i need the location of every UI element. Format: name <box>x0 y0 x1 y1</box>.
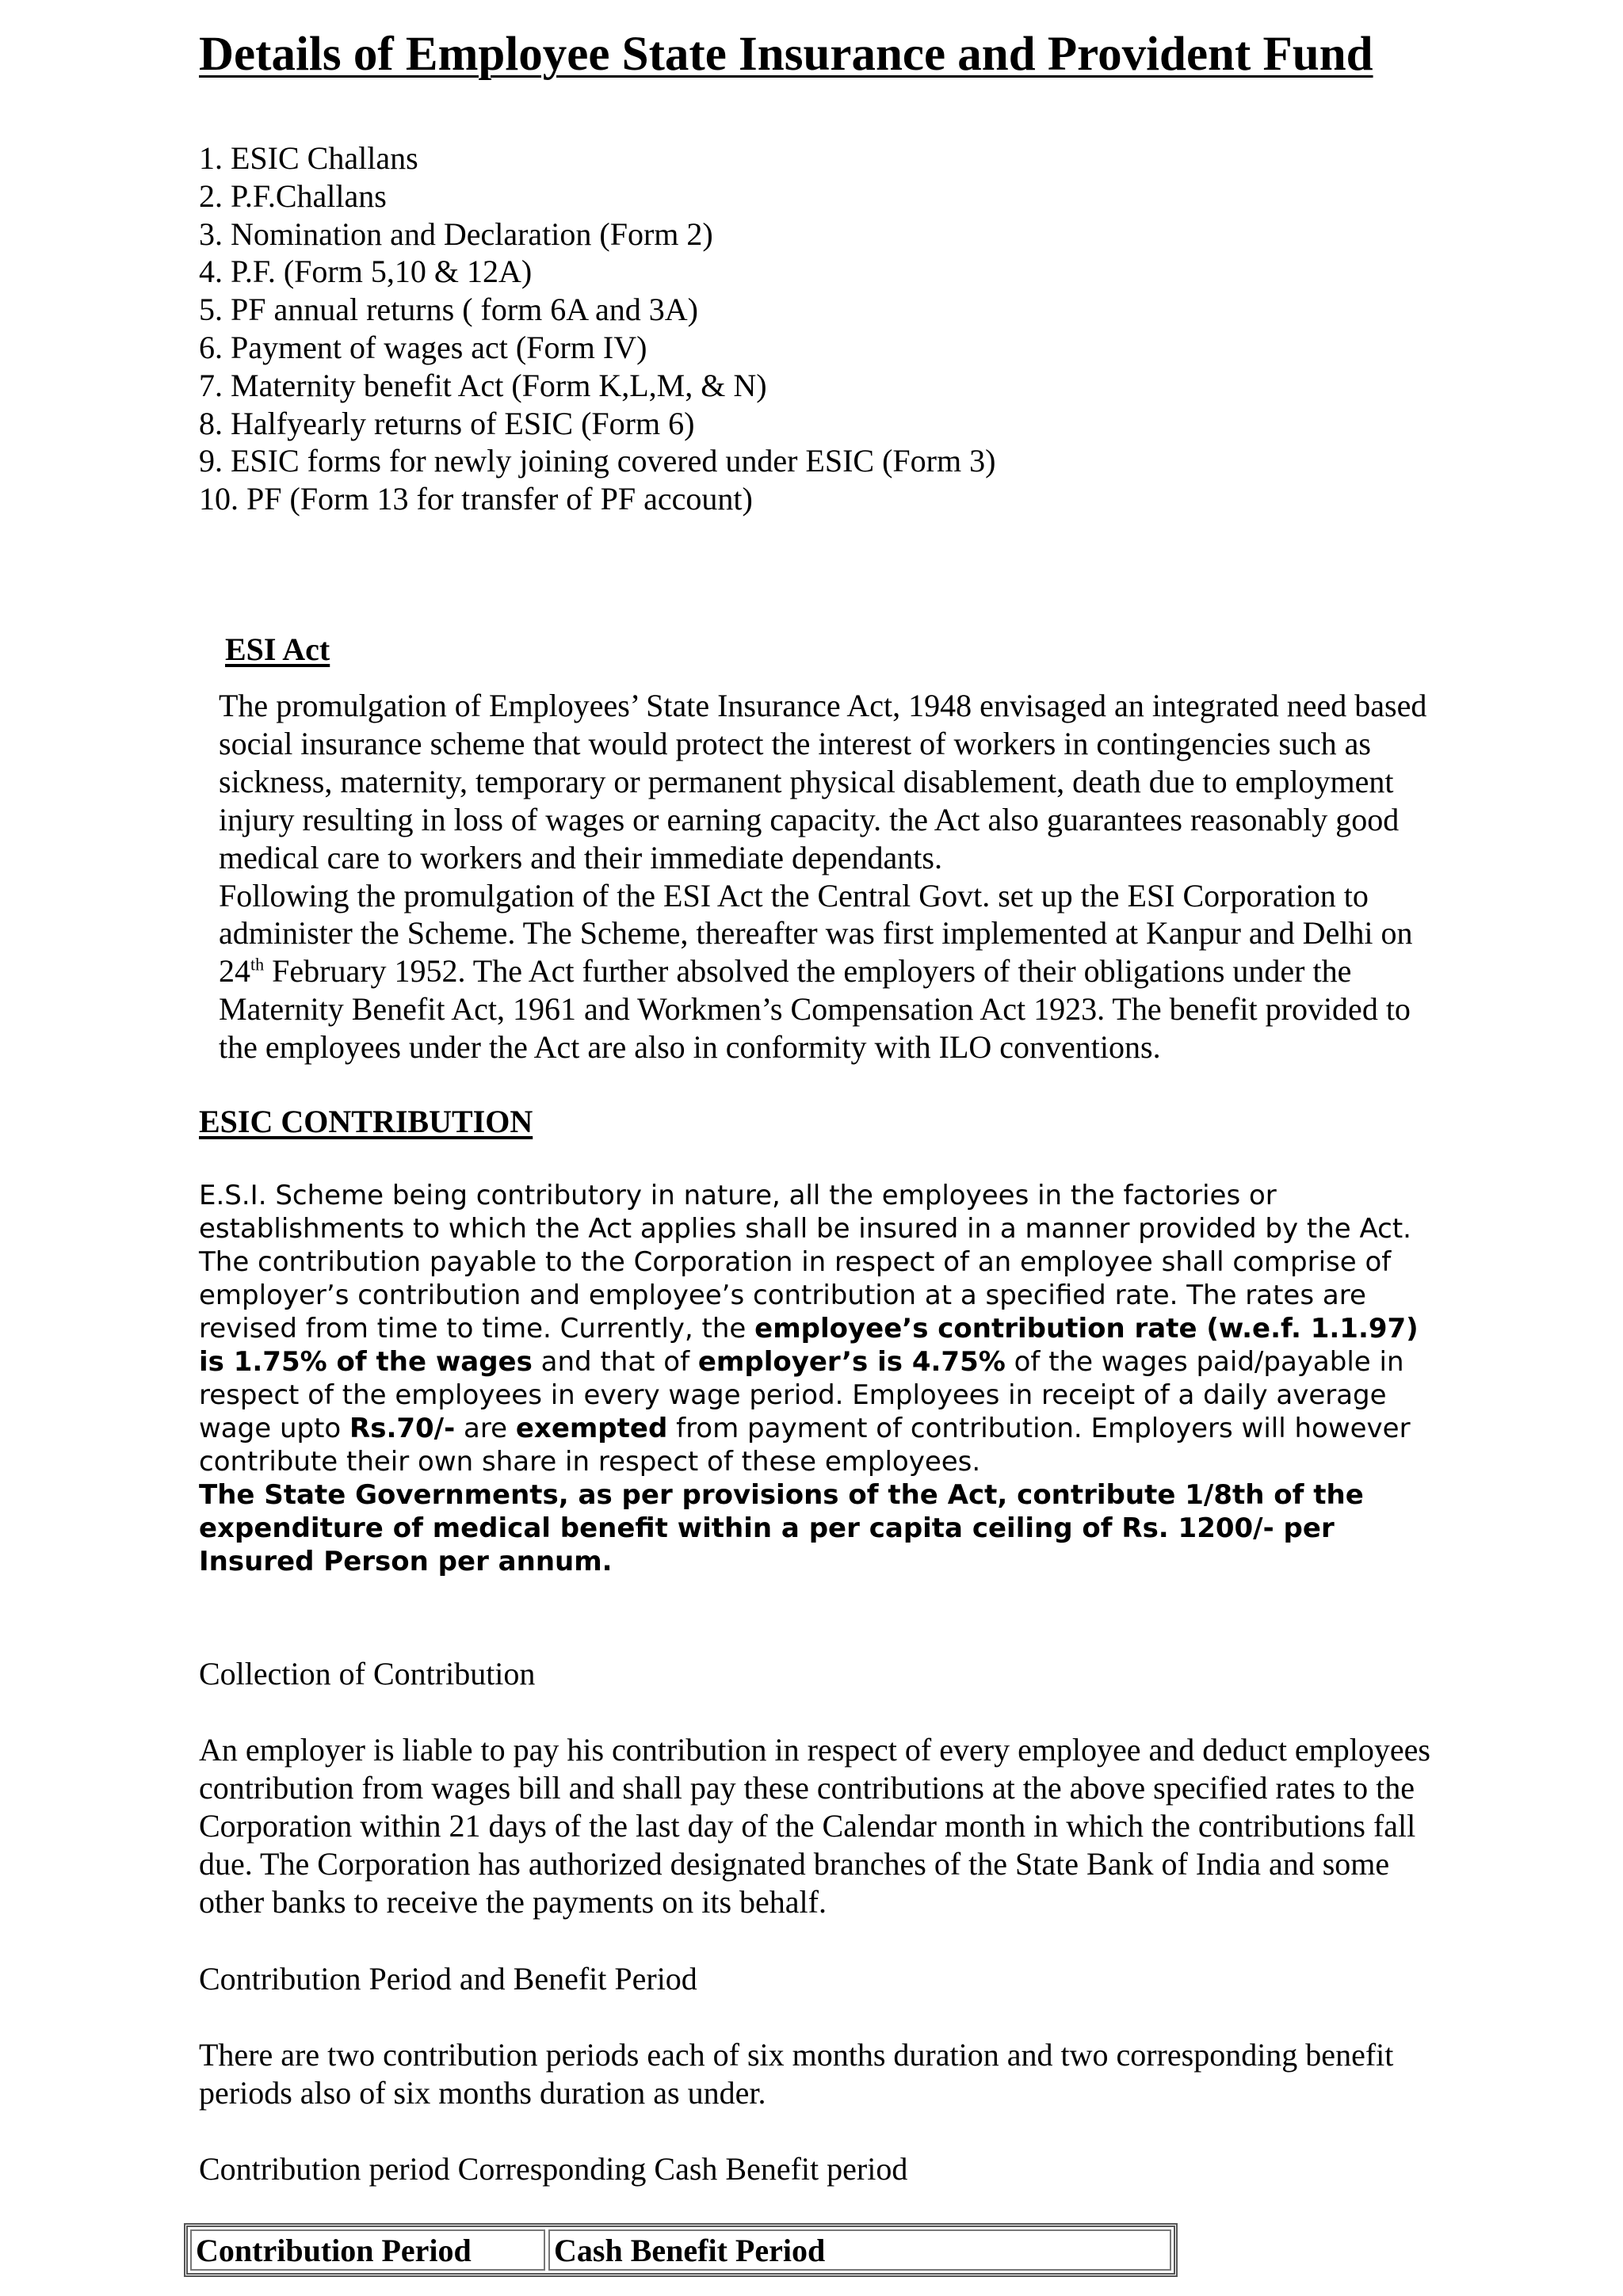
contribution-bold: exempted <box>515 1413 668 1444</box>
esic-contribution-paragraph <box>199 1179 1435 1478</box>
contribution-text: of the wages paid/payable in respect of the employees in every wage period. Employees in receipt of a daily average wage upto <box>199 1346 1404 1444</box>
list-item: 3. Nomination and Declaration (Form 2) <box>199 215 713 252</box>
table-caption: Contribution period Corresponding Cash Benefit period <box>199 2151 908 2187</box>
state-government-paragraph <box>199 1478 1435 1578</box>
esic-contribution-body <box>199 1179 1435 1578</box>
list-item: 1. ESIC Challans <box>199 140 418 176</box>
table-header-contribution-period: Contribution Period <box>190 2229 545 2271</box>
contribution-bold: employee’s contribution rate (w.e.f. 1.1.97) is 1.75% of the wages <box>199 1313 1419 1378</box>
list-item: 2. P.F.Challans <box>199 177 387 214</box>
periods-body: There are two contribution periods each of six months duration and two corresponding benefit periods also of six months duration as under. <box>199 2037 1394 2111</box>
esi-act-paragraph-2-text-cont: February 1952. The Act further absolved the employers of their obligations under the Maternity Benefit Act, 1961 and Workmen’s Compensation Act 1923. The benefit provided to the employees under the Act are also in conformity with ILO conventions. <box>219 953 1411 1066</box>
contribution-bold: Rs.70/- <box>349 1413 456 1444</box>
contribution-period-table <box>184 2223 1178 2277</box>
list-item: 5. PF annual returns ( form 6A and 3A) <box>199 292 698 328</box>
list-item: 4. P.F. (Form 5,10 & 12A) <box>199 254 533 290</box>
collection-heading: Collection of Contribution <box>199 1656 536 1691</box>
contribution-text: E.S.I. Scheme being contributory in nature, all the employees in the factories or establishments to which the Act applies shall be insured in a manner provided by the Act. The contribution payable to the Corporation in respect of an employee shall comprise of employer’s contribution and employee’s contribution at a specified rate. The rates are revised from time to time. Currently, the <box>199 1180 1411 1344</box>
esi-act-paragraph-1: The promulgation of Employees’ State Insurance Act, 1948 envisaged an integrated need based social insurance scheme that would protect the interest of workers in contingencies such as sickness, maternity, temporary or permanent physical disablement, death due to employment injury resulting in loss of wages or earning capacity. the Act also guarantees reasonably good medical care to workers and their immediate dependants. <box>219 688 1427 875</box>
list-item: 8. Halfyearly returns of ESIC (Form 6) <box>199 405 695 441</box>
periods-heading: Contribution Period and Benefit Period <box>199 1961 697 1997</box>
list-item: 9. ESIC forms for newly joining covered under ESIC (Form 3) <box>199 443 996 479</box>
list-item: 10. PF (Form 13 for transfer of PF account) <box>199 481 753 517</box>
esi-act-paragraph-2 <box>219 877 1439 1067</box>
contribution-bold: employer’s is 4.75% <box>697 1346 1006 1378</box>
table-header-cash-benefit-period: Cash Benefit Period <box>548 2229 1171 2271</box>
contribution-text: from payment of contribution. Employers will however contribute their own share in respect of these employees. <box>199 1413 1411 1478</box>
document-list <box>199 139 995 518</box>
state-government-text: The State Governments, as per provisions of the Act, contribute 1/8th of the expenditure of medical benefit within a per capita ceiling of Rs. 1200/- per Insured Person per annum. <box>199 1479 1364 1577</box>
esi-act-body <box>219 687 1439 1066</box>
contribution-text: are <box>455 1413 516 1444</box>
list-item: 6. Payment of wages act (Form IV) <box>199 329 647 365</box>
contribution-text: and that of <box>532 1346 698 1378</box>
esi-act-paragraph-2-text: Following the promulgation of the ESI Act the Central Govt. set up the ESI Corporation to administer the Scheme. The Scheme, thereafter was first implemented at Kanpur and Delhi on 24 <box>219 877 1413 990</box>
esi-act-heading: ESI Act <box>225 631 330 667</box>
page-title: Details of Employee State Insurance and Provident Fund <box>199 28 1373 81</box>
collection-body: An employer is liable to pay his contribution in respect of every employee and deduct employees contribution from wages bill and shall pay these contributions at the above specified rates to the Corporation within 21 days of the last day of the Calendar month in which the contributions fall due. The Corporation has authorized designated branches of the State Bank of India and some other banks to receive the payments on its behalf. <box>199 1732 1430 1920</box>
list-item: 7. Maternity benefit Act (Form K,L,M, & N) <box>199 367 767 403</box>
esic-contribution-heading: ESIC CONTRIBUTION <box>199 1104 533 1139</box>
ordinal-suffix: th <box>250 955 265 975</box>
